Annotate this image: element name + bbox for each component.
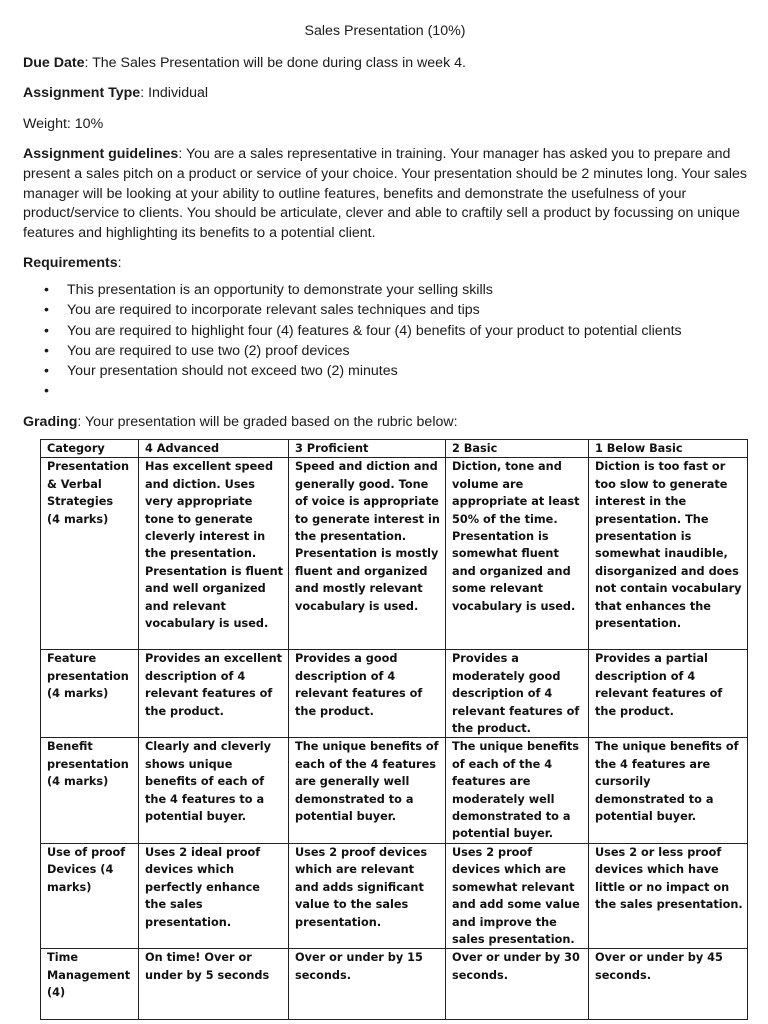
guidelines-label: Assignment guidelines <box>23 146 179 163</box>
page-title: Sales Presentation (10%) <box>304 23 466 39</box>
basic-cell: Over or under by 30 seconds. <box>446 949 589 1020</box>
proficient-cell: Speed and diction and generally good. Tone of voice is appropriate to generate interest in the presentation. Presentation is mostly fluent and organized and mostly relevant vocabulary is used. <box>289 458 446 650</box>
requirement-text: Your presentation should not exceed two (2) minutes <box>67 363 398 380</box>
assignment-document <box>23 22 747 443</box>
list-item <box>23 321 747 341</box>
column-header-category: Category <box>41 440 139 458</box>
rubric-table <box>40 439 748 1020</box>
table-row <box>41 458 748 650</box>
weight-line: Weight: 10% <box>23 115 104 132</box>
requirement-text: You are required to incorporate relevant sales techniques and tips <box>67 302 480 319</box>
grading-label: Grading <box>23 413 78 430</box>
list-item <box>23 300 747 320</box>
category-cell: Use of proof Devices (4 marks) <box>41 843 139 948</box>
category-cell: Benefit presentation (4 marks) <box>41 738 139 843</box>
requirements-heading <box>23 254 747 274</box>
guidelines-text: : You are a sales representative in training. Your manager has asked you to prepare and present a sales pitch on a product or service of your choice. Your presentation should be 2 minutes long. Your sales manager will be looking at your ability to outline features, benefits and demonstrate the usefulness of your product/service to clients. You should be articulate, clever and able to craftily sell a product by focussing on unique features and highlighting its benefits to a potential client. <box>23 146 748 241</box>
proficient-cell: Uses 2 proof devices which are relevant and adds significant value to the sales presentation. <box>289 843 446 948</box>
below-basic-cell: The unique benefits of the 4 features are cursorily demonstrated to a potential buyer. <box>589 738 748 843</box>
bullet-icon: • <box>44 302 49 319</box>
list-item <box>23 341 747 361</box>
below-basic-cell: Provides a partial description of 4 relevant features of the product. <box>589 650 748 738</box>
rubric-header-row <box>41 440 748 458</box>
table-row <box>41 738 748 843</box>
bullet-icon: • <box>44 281 49 298</box>
column-header-advanced: 4 Advanced <box>139 440 289 458</box>
advanced-cell: Provides an excellent description of 4 relevant features of the product. <box>139 650 289 738</box>
bullet-icon: • <box>44 322 49 339</box>
bullet-icon: • <box>44 383 49 400</box>
grading-text: : Your presentation will be graded based on the rubric below: <box>77 413 458 430</box>
category-cell: Feature presentation (4 marks) <box>41 650 139 738</box>
basic-cell: The unique benefits of each of the 4 features are moderately well demonstrated to a potential buyer. <box>446 738 589 843</box>
list-item <box>23 280 747 300</box>
below-basic-cell: Uses 2 or less proof devices which have little or no impact on the sales presentation. <box>589 843 748 948</box>
guidelines-paragraph <box>23 145 747 243</box>
below-basic-cell: Diction is too fast or too slow to generate interest in the presentation. The presentation is somewhat inaudible, disorganized and does not contain vocabulary that enhances the presentation. <box>589 458 748 650</box>
basic-cell: Diction, tone and volume are appropriate at least 50% of the time. Presentation is somewhat fluent and organized and some relevant vocabulary is used. <box>446 458 589 650</box>
category-cell: Presentation & Verbal Strategies (4 marks) <box>41 458 139 650</box>
advanced-cell: Uses 2 ideal proof devices which perfectly enhance the sales presentation. <box>139 843 289 948</box>
assignment-type-label: Assignment Type <box>23 85 141 102</box>
advanced-cell: Has excellent speed and diction. Uses very appropriate tone to generate cleverly interest in the presentation. Presentation is fluent and well organized and relevant vocabulary is used. <box>139 458 289 650</box>
requirements-list <box>23 280 747 402</box>
basic-cell: Provides a moderately good description of 4 relevant features of the product. <box>446 650 589 738</box>
list-item <box>23 381 747 401</box>
column-header-proficient: 3 Proficient <box>289 440 446 458</box>
advanced-cell: Clearly and cleverly shows unique benefits of each of the 4 features to a potential buyer. <box>139 738 289 843</box>
due-date-label: Due Date <box>23 54 85 71</box>
proficient-cell: Provides a good description of 4 relevant features of the product. <box>289 650 446 738</box>
requirement-text: This presentation is an opportunity to demonstrate your selling skills <box>67 281 493 298</box>
requirement-text: You are required to use two (2) proof devices <box>67 342 350 359</box>
advanced-cell: On time! Over or under by 5 seconds <box>139 949 289 1020</box>
basic-cell: Uses 2 proof devices which are somewhat relevant and add some value and improve the sales presentation. <box>446 843 589 948</box>
proficient-cell: Over or under by 15 seconds. <box>289 949 446 1020</box>
table-row <box>41 843 748 948</box>
bullet-icon: • <box>44 363 49 380</box>
below-basic-cell: Over or under by 45 seconds. <box>589 949 748 1020</box>
assignment-type-line <box>23 84 747 104</box>
table-row <box>41 949 748 1020</box>
category-cell: Time Management (4) <box>41 949 139 1020</box>
due-date-text: : The Sales Presentation will be done during class in week 4. <box>84 54 466 71</box>
table-row <box>41 650 748 738</box>
column-header-below-basic: 1 Below Basic <box>589 440 748 458</box>
column-header-basic: 2 Basic <box>446 440 589 458</box>
due-date-line <box>23 54 747 74</box>
list-item <box>23 361 747 381</box>
requirements-colon: : <box>117 255 122 272</box>
proficient-cell: The unique benefits of each of the 4 features are generally well demonstrated to a potential buyer. <box>289 738 446 843</box>
grading-line <box>23 413 747 433</box>
bullet-icon: • <box>44 342 49 359</box>
requirement-text: You are required to highlight four (4) features & four (4) benefits of your product to potential clients <box>67 322 682 339</box>
requirements-label: Requirements <box>23 255 118 272</box>
assignment-type-text: : Individual <box>140 85 209 102</box>
